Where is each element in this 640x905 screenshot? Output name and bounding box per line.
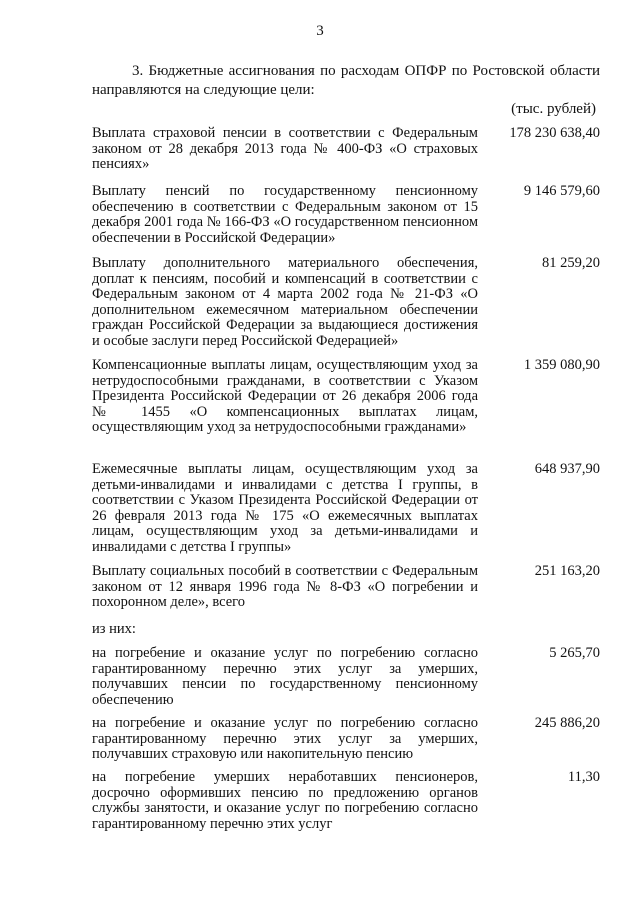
- expense-description: Выплату социальных пособий в соответствии с Федеральным законом от 12 января 1996 года № 8-ФЗ «О погребении и похоронном деле», всего: [92, 563, 478, 610]
- page-number: 3: [316, 23, 324, 39]
- expense-amount: 251 163,20: [534, 563, 600, 579]
- expense-amount: 178 230 638,40: [509, 125, 600, 141]
- expense-amount: 11,30: [567, 769, 600, 785]
- expense-description: из них:: [92, 621, 136, 637]
- expense-amount: 81 259,20: [542, 255, 600, 271]
- expense-description: Выплату дополнительного материального обеспечения, доплат к пенсиям, пособий и компенсаций в соответствии с Федеральным законом от 4 марта 2002 года № 21-ФЗ «О дополнительном ежемесячном материальном обеспечении граждан Российской Федерации за выдающиеся достижения и особые заслуги перед Российской Федерацией»: [92, 255, 478, 349]
- expense-amount: 9 146 579,60: [523, 183, 600, 199]
- expense-description: на погребение и оказание услуг по погребению согласно гарантированному перечню этих услуг за умерших, получавших пенсии по государственному пенсионному обеспечению: [92, 645, 478, 708]
- expense-description: Ежемесячные выплаты лицам, осуществляющим уход за детьми-инвалидами и инвалидами с детства I группы, в соответствии с Указом Президента Российской Федерации от 26 февраля 2013 года № 175 «О ежемесячных выплатах лицам, осуществляющим уход за детьми-инвалидами и инвалидами с детства I группы»: [92, 461, 478, 555]
- units-label: (тыс. рублей): [511, 101, 596, 117]
- expense-description: на погребение умерших неработавших пенсионеров, досрочно оформивших пенсию по предложению органов службы занятости, и оказание услуг по погребению согласно гарантированному перечню этих услуг: [92, 769, 478, 832]
- expense-amount: 1 359 080,90: [523, 357, 600, 373]
- intro-paragraph: 3. Бюджетные ассигнования по расходам ОПФР по Ростовской области направляются на следующие цели:: [92, 63, 600, 98]
- expense-description: на погребение и оказание услуг по погребению согласно гарантированному перечню этих услуг за умерших, получавших страховую или накопительную пенсию: [92, 715, 478, 762]
- expense-description: Компенсационные выплаты лицам, осуществляющим уход за нетрудоспособными гражданами, в соответствии с Указом Президента Российской Федерации от 26 декабря 2006 года № 1455 «О компенсационных выплатах лицам, осуществляющим уход за нетрудоспособными гражданами»: [92, 357, 478, 435]
- expense-amount: 648 937,90: [534, 461, 600, 477]
- expense-amount: 5 265,70: [549, 645, 600, 661]
- expense-description: Выплату пенсий по государственному пенсионному обеспечению в соответствии с Федеральным законом от 15 декабря 2001 года № 166-ФЗ «О государственном пенсионном обеспечении в Российской Федерации»: [92, 183, 478, 246]
- expense-amount: 245 886,20: [534, 715, 600, 731]
- expense-description: Выплата страховой пенсии в соответствии с Федеральным законом от 28 декабря 2013 года № 400-ФЗ «О страховых пенсиях»: [92, 125, 478, 172]
